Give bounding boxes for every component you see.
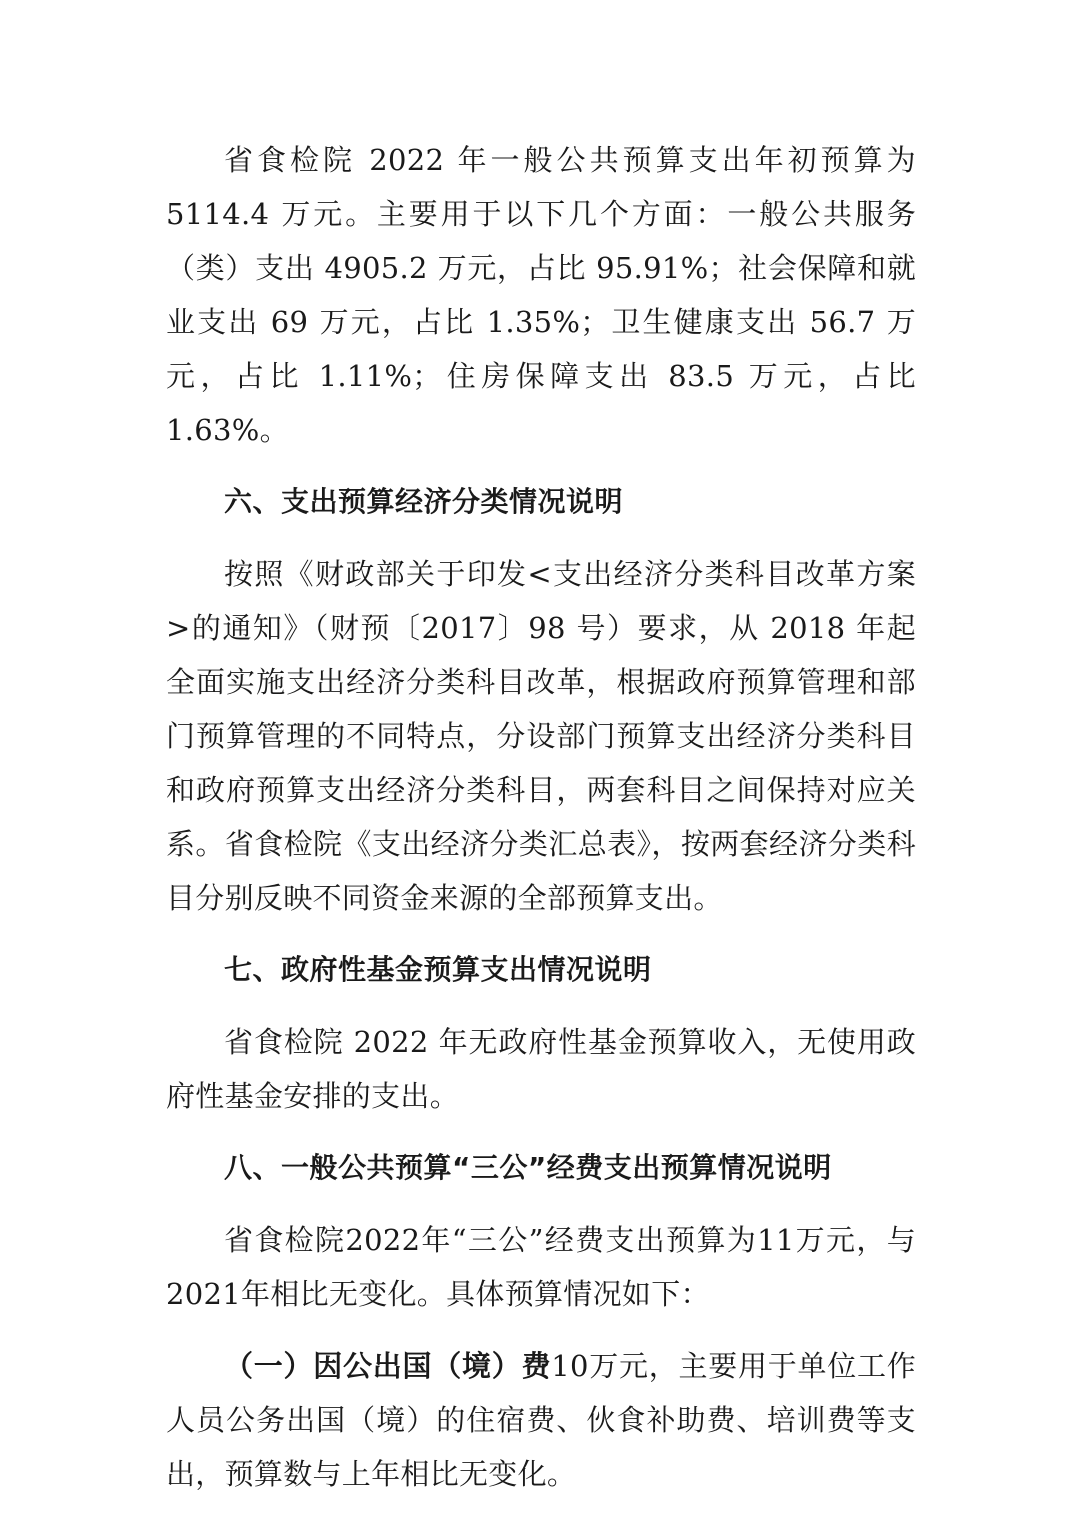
overseas-expenses-text: 10万元，主要用于单位工作人员公务出国（境）的住宿费、伙食补助费、培训费等支出，预算数与上年相比无变化。	[166, 1349, 916, 1491]
heading-section-7: 七、政府性基金预算支出情况说明	[224, 953, 652, 986]
paragraph-overseas-expenses	[166, 1339, 916, 1501]
heading-section-6: 六、支出预算经济分类情况说明	[224, 485, 624, 518]
paragraph-budget-overview: 省食检院 2022 年一般公共预算支出年初预算为 5114.4 万元。主要用于以下几个方面：一般公共服务（类）支出 4905.2 万元，占比 95.91%；社会保障和就业支出 69 万元，占比 1.35%；卫生健康支出 56.7 万元，占比 1.11%；住房保障支出 83.5 万元，占比 1.63%。	[166, 143, 916, 447]
paragraph-economic-classification: 按照《财政部关于印发<支出经济分类科目改革方案>的通知》（财预〔2017〕98 号）要求，从 2018 年起全面实施支出经济分类科目改革，根据政府预算管理和部门预算管理的不同特点，分设部门预算支出经济分类科目和政府预算支出经济分类科目，两套科目之间保持对应关系。省食检院《支出经济分类汇总表》，按两套经济分类科目分别反映不同资金来源的全部预算支出。	[166, 557, 916, 915]
paragraph-government-fund: 省食检院 2022 年无政府性基金预算收入，无使用政府性基金安排的支出。	[166, 1025, 916, 1113]
paragraph-three-public-expenses: 省食检院2022年“三公”经费支出预算为11万元，与2021年相比无变化。具体预算情况如下：	[166, 1223, 916, 1311]
document-page	[166, 133, 916, 1501]
heading-section-8: 八、一般公共预算“三公”经费支出预算情况说明	[224, 1151, 832, 1184]
subheading-overseas: （一）因公出国（境）费	[224, 1349, 552, 1383]
